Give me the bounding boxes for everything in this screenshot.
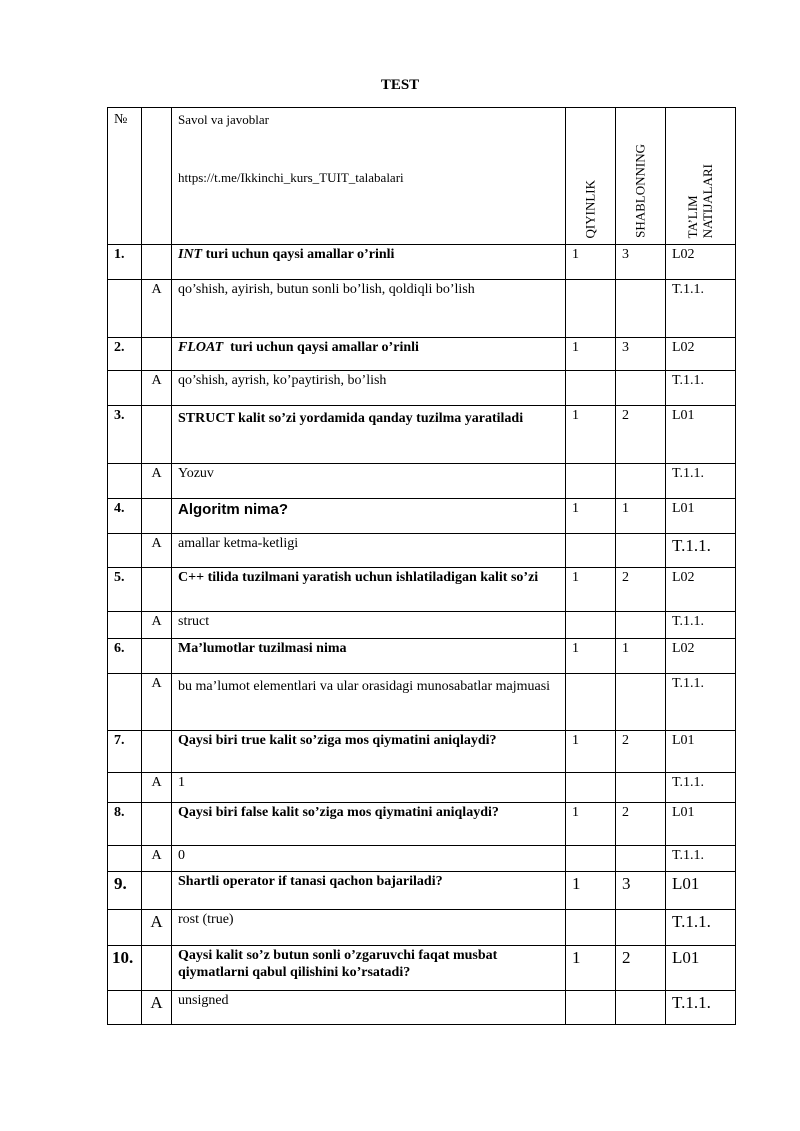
empty-cell — [616, 991, 666, 1025]
question-number: 10. — [108, 946, 142, 991]
empty-cell — [566, 612, 616, 639]
answer-result: T.1.1. — [666, 280, 736, 338]
empty-cell — [108, 991, 142, 1025]
empty-cell — [616, 674, 666, 731]
answer-row — [108, 846, 736, 872]
result-code: L02 — [666, 639, 736, 674]
header-row — [108, 108, 736, 245]
question-number: 3. — [108, 406, 142, 464]
shablon-value: 1 — [616, 639, 666, 674]
answer-result: T.1.1. — [666, 534, 736, 568]
header-talim — [666, 108, 736, 245]
empty-cell — [566, 846, 616, 872]
question-text: Qaysi kalit so’z butun sonli o’zgaruvchi faqat musbat qiymatlarni qabul qilishini ko’rsatadi? — [172, 946, 566, 991]
question-number: 8. — [108, 803, 142, 846]
question-number: 4. — [108, 499, 142, 534]
qiyinlik-value: 1 — [566, 499, 616, 534]
question-row — [108, 946, 736, 991]
question-number: 5. — [108, 568, 142, 612]
question-keyword: INT — [178, 247, 203, 262]
empty-cell — [142, 338, 172, 371]
shablon-value: 3 — [616, 338, 666, 371]
question-row — [108, 568, 736, 612]
empty-cell — [566, 991, 616, 1025]
answer-label: A — [142, 991, 172, 1025]
answer-result: T.1.1. — [666, 991, 736, 1025]
answer-row — [108, 464, 736, 499]
empty-cell — [566, 280, 616, 338]
question-row — [108, 338, 736, 371]
empty-cell — [142, 639, 172, 674]
answer-row — [108, 612, 736, 639]
result-code: L02 — [666, 568, 736, 612]
answer-label: A — [142, 846, 172, 872]
question-text — [172, 245, 566, 280]
shablon-value: 2 — [616, 568, 666, 612]
page-title: TEST — [380, 77, 420, 93]
answer-row — [108, 910, 736, 946]
answer-row — [108, 280, 736, 338]
empty-cell — [616, 280, 666, 338]
question-keyword: FLOAT — [178, 340, 224, 355]
qiyinlik-value: 1 — [566, 406, 616, 464]
result-code: L01 — [666, 406, 736, 464]
answer-label: A — [142, 534, 172, 568]
question-row — [108, 245, 736, 280]
empty-cell — [616, 371, 666, 406]
empty-cell — [566, 371, 616, 406]
question-number: 9. — [108, 872, 142, 910]
result-code: L01 — [666, 731, 736, 773]
empty-cell — [142, 406, 172, 464]
shablon-value: 2 — [616, 406, 666, 464]
question-text-rest: turi uchun qaysi amallar o’rinli — [202, 247, 395, 262]
shablon-value: 2 — [616, 731, 666, 773]
question-text: Qaysi biri false kalit so’ziga mos qiymatini aniqlaydi? — [172, 803, 566, 846]
answer-label: A — [142, 280, 172, 338]
empty-cell — [616, 464, 666, 499]
answer-row — [108, 773, 736, 803]
empty-cell — [142, 803, 172, 846]
empty-cell — [108, 371, 142, 406]
answer-result: T.1.1. — [666, 910, 736, 946]
answer-text: qo’shish, ayrish, ko’paytirish, bo’lish — [172, 371, 566, 406]
answer-text: struct — [172, 612, 566, 639]
question-text: Qaysi biri true kalit so’ziga mos qiymatini aniqlaydi? — [172, 731, 566, 773]
question-row — [108, 499, 736, 534]
qiyinlik-value: 1 — [566, 338, 616, 371]
answer-result: T.1.1. — [666, 612, 736, 639]
answer-row — [108, 991, 736, 1025]
header-shablonning-text: SHABLONNING — [632, 144, 648, 238]
question-text: STRUCT kalit so’zi yordamida qanday tuzilma yaratiladi — [172, 406, 566, 464]
empty-cell — [108, 773, 142, 803]
qiyinlik-value: 1 — [566, 803, 616, 846]
question-number: 1. — [108, 245, 142, 280]
answer-text: rost (true) — [172, 910, 566, 946]
shablon-value: 3 — [616, 245, 666, 280]
answer-label: A — [142, 910, 172, 946]
answer-row — [108, 371, 736, 406]
header-savol-text: Savol va javoblar — [178, 112, 269, 127]
answer-result: T.1.1. — [666, 846, 736, 872]
empty-cell — [142, 245, 172, 280]
shablon-value: 3 — [616, 872, 666, 910]
result-code: L01 — [666, 499, 736, 534]
empty-cell — [616, 910, 666, 946]
test-table — [107, 107, 736, 1025]
empty-cell — [108, 612, 142, 639]
shablon-value: 2 — [616, 803, 666, 846]
empty-cell — [108, 846, 142, 872]
qiyinlik-value: 1 — [566, 639, 616, 674]
answer-label: A — [142, 464, 172, 499]
answer-label: A — [142, 674, 172, 731]
question-number: 7. — [108, 731, 142, 773]
answer-label: A — [142, 773, 172, 803]
empty-cell — [108, 910, 142, 946]
header-talim-text — [686, 164, 716, 238]
qiyinlik-value: 1 — [566, 946, 616, 991]
answer-text: Yozuv — [172, 464, 566, 499]
empty-cell — [566, 773, 616, 803]
answer-text: 0 — [172, 846, 566, 872]
question-row — [108, 639, 736, 674]
result-code: L01 — [666, 946, 736, 991]
result-code: L02 — [666, 245, 736, 280]
answer-result: T.1.1. — [666, 371, 736, 406]
header-savol — [172, 108, 566, 245]
qiyinlik-value: 1 — [566, 568, 616, 612]
answer-result: T.1.1. — [666, 674, 736, 731]
shablon-value: 2 — [616, 946, 666, 991]
question-row — [108, 872, 736, 910]
empty-cell — [142, 946, 172, 991]
empty-cell — [616, 534, 666, 568]
empty-cell — [108, 464, 142, 499]
question-row — [108, 406, 736, 464]
empty-cell — [566, 674, 616, 731]
header-talim-line1: TA’LIM — [684, 194, 700, 238]
question-text: C++ tilida tuzilmani yaratish uchun ishlatiladigan kalit so’zi — [172, 568, 566, 612]
empty-cell — [616, 773, 666, 803]
question-text: Algoritm nima? — [172, 499, 566, 534]
answer-label: A — [142, 371, 172, 406]
question-text: Ma’lumotlar tuzilmasi nima — [172, 639, 566, 674]
question-text — [172, 338, 566, 371]
answer-text: 1 — [172, 773, 566, 803]
empty-cell — [108, 534, 142, 568]
shablon-value: 1 — [616, 499, 666, 534]
empty-cell — [142, 499, 172, 534]
header-number: № — [108, 108, 142, 245]
header-label-col — [142, 108, 172, 245]
empty-cell — [566, 464, 616, 499]
question-text-rest: turi uchun qaysi amallar o’rinli — [223, 340, 419, 355]
empty-cell — [616, 846, 666, 872]
empty-cell — [142, 568, 172, 612]
empty-cell — [108, 280, 142, 338]
answer-text: qo’shish, ayirish, butun sonli bo’lish, qoldiqli bo’lish — [172, 280, 566, 338]
qiyinlik-value: 1 — [566, 731, 616, 773]
header-qiyinlik — [566, 108, 616, 245]
header-shablonning — [616, 108, 666, 245]
answer-label: A — [142, 612, 172, 639]
question-row — [108, 731, 736, 773]
header-link[interactable]: https://t.me/Ikkinchi_kurs_TUIT_talabalari — [178, 169, 404, 185]
empty-cell — [566, 910, 616, 946]
answer-row — [108, 534, 736, 568]
answer-text: bu ma’lumot elementlari va ular orasidagi munosabatlar majmuasi — [172, 674, 566, 731]
result-code: L01 — [666, 803, 736, 846]
answer-text: amallar ketma-ketligi — [172, 534, 566, 568]
answer-result: T.1.1. — [666, 464, 736, 499]
question-text: Shartli operator if tanasi qachon bajariladi? — [172, 872, 566, 910]
answer-text: unsigned — [172, 991, 566, 1025]
qiyinlik-value: 1 — [566, 245, 616, 280]
answer-result: T.1.1. — [666, 773, 736, 803]
empty-cell — [142, 731, 172, 773]
question-row — [108, 803, 736, 846]
empty-cell — [108, 674, 142, 731]
result-code: L01 — [666, 872, 736, 910]
empty-cell — [142, 872, 172, 910]
qiyinlik-value: 1 — [566, 872, 616, 910]
header-talim-line2: NATIJALARI — [699, 163, 715, 238]
answer-row — [108, 674, 736, 731]
header-qiyinlik-text: QIYINLIK — [582, 179, 598, 238]
question-number: 2. — [108, 338, 142, 371]
empty-cell — [616, 612, 666, 639]
result-code: L02 — [666, 338, 736, 371]
question-number: 6. — [108, 639, 142, 674]
empty-cell — [566, 534, 616, 568]
